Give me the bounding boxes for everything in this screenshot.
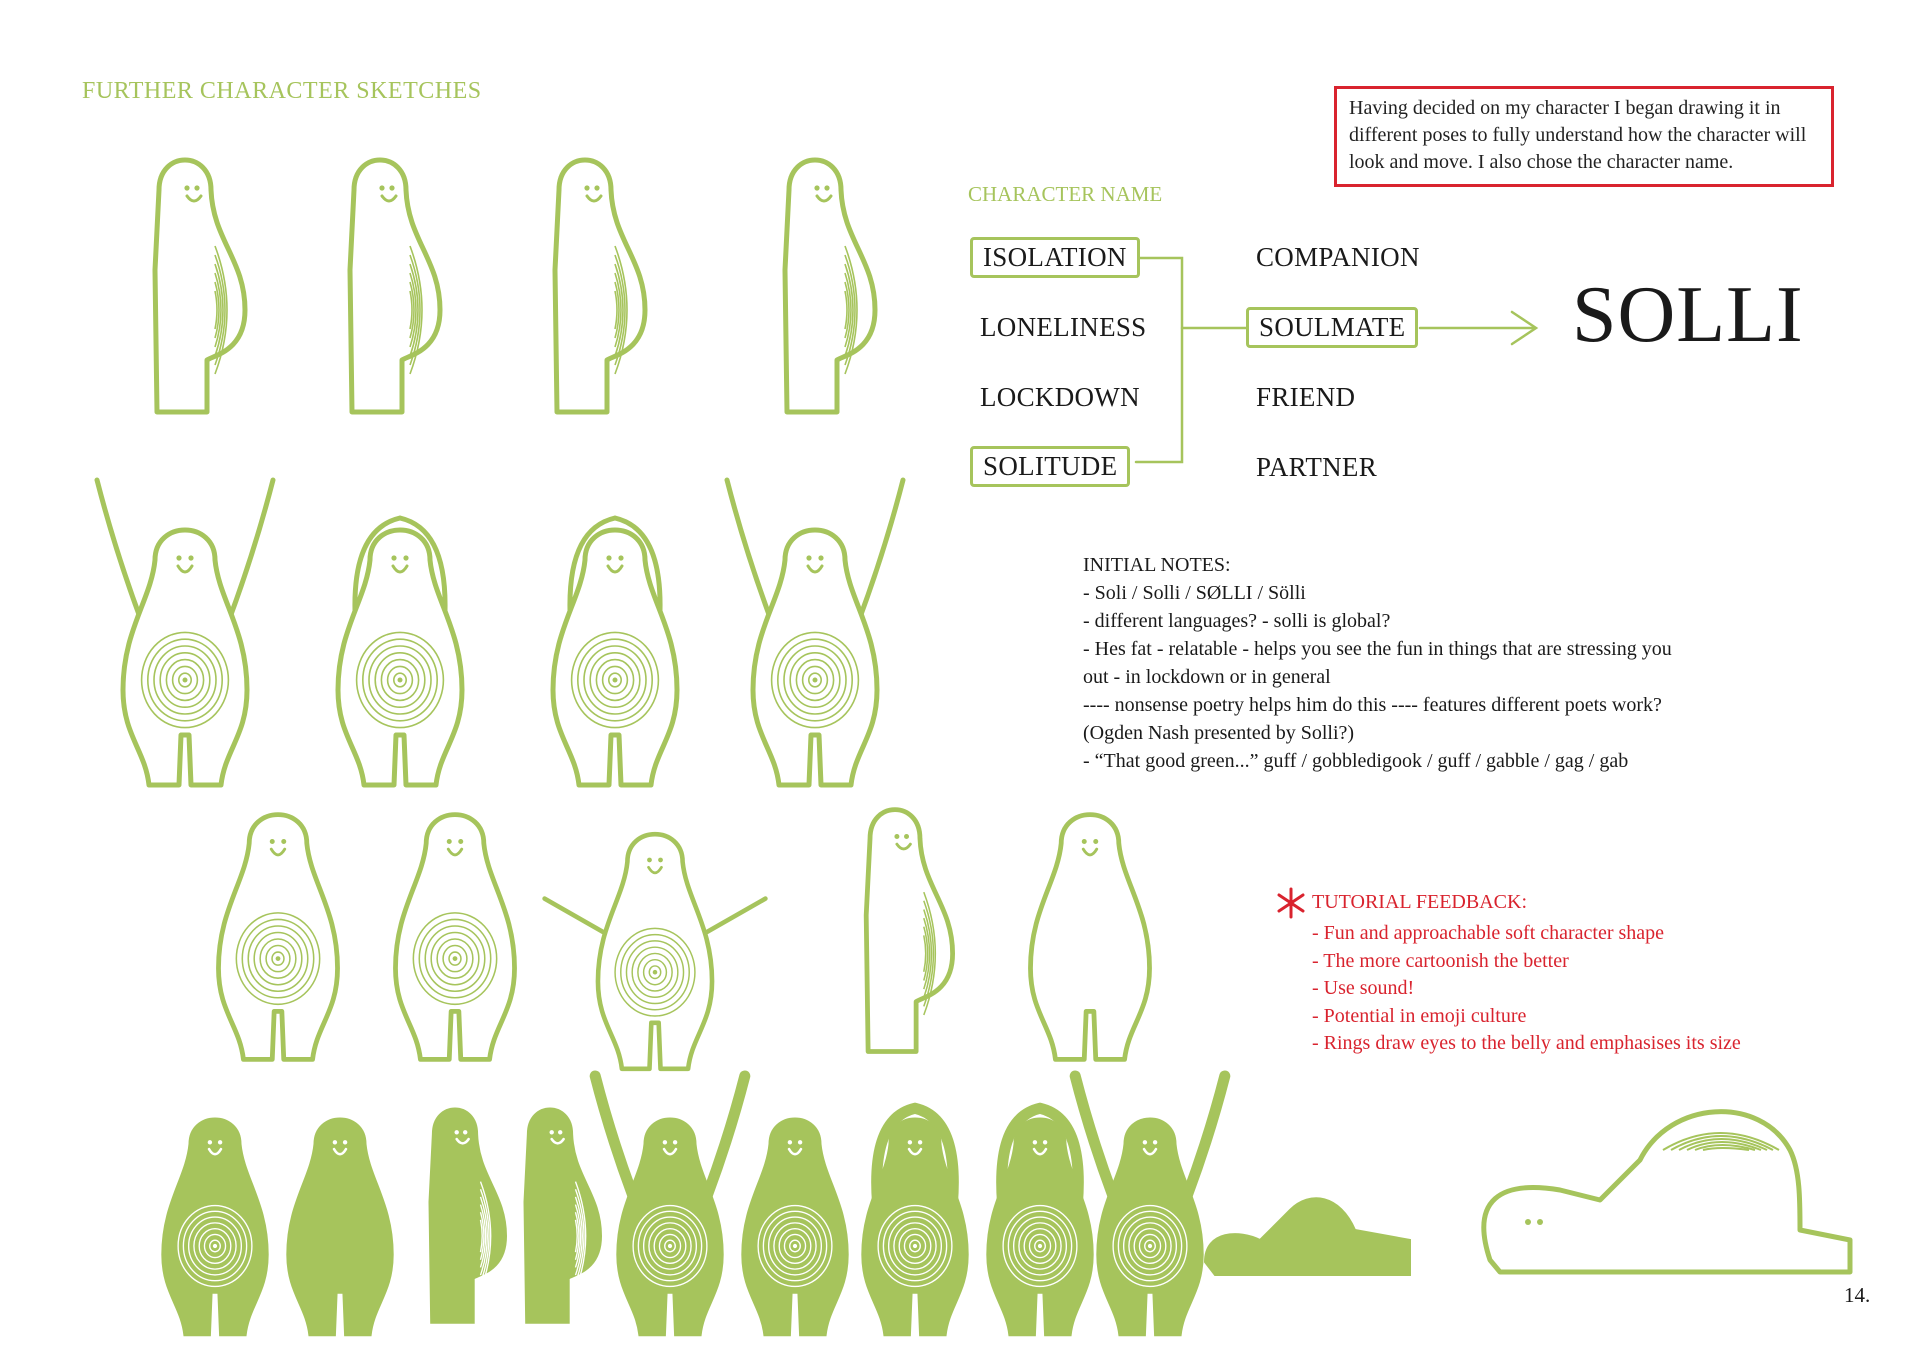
eye <box>1537 1219 1543 1225</box>
eye <box>818 555 823 560</box>
arm <box>859 480 903 620</box>
arm <box>595 1076 632 1195</box>
eye <box>663 1140 667 1144</box>
body <box>1097 1119 1202 1336</box>
belly-button <box>398 678 403 683</box>
word-partner: PARTNER <box>1256 452 1378 482</box>
eye <box>1093 839 1098 844</box>
character-name-heading: CHARACTER NAME <box>968 182 1163 206</box>
eye <box>176 555 181 560</box>
notes-line: - different languages? - solli is global? <box>1083 610 1391 632</box>
solli-character-side <box>785 160 875 412</box>
solli-character-side <box>155 160 245 412</box>
feedback-item: - Potential in emoji culture <box>1312 1004 1527 1027</box>
body <box>1030 815 1149 1060</box>
body <box>1205 1198 1410 1275</box>
eye <box>1153 1140 1157 1144</box>
eye <box>618 555 623 560</box>
eye <box>389 185 394 190</box>
solli-character <box>338 518 462 785</box>
solli-character-side <box>350 160 440 412</box>
solli-character <box>595 1076 745 1335</box>
word-loneliness: LONELINESS <box>980 312 1147 342</box>
body <box>123 530 247 785</box>
arm <box>1187 1076 1224 1195</box>
solli-character <box>1075 1076 1225 1335</box>
body <box>218 815 337 1060</box>
feedback-item: - Rings draw eyes to the belly and emphasises its size <box>1312 1032 1741 1054</box>
belly-button <box>1038 1244 1042 1248</box>
eye <box>1043 1140 1047 1144</box>
eye <box>673 1140 677 1144</box>
eye <box>194 185 199 190</box>
eye <box>918 1140 922 1144</box>
eye <box>458 839 463 844</box>
body <box>617 1119 722 1336</box>
belly-button <box>913 1244 917 1248</box>
eye <box>391 555 396 560</box>
solli-character-side <box>866 810 952 1052</box>
belly-button <box>213 1244 217 1248</box>
notes-line: INITIAL NOTES: <box>1083 554 1231 576</box>
page-title: FURTHER CHARACTER SKETCHES <box>82 78 482 104</box>
eye <box>658 858 663 863</box>
eye <box>188 555 193 560</box>
arm <box>727 480 771 620</box>
word-isolation: ISOLATION <box>970 237 1140 278</box>
final-character-name: SOLLI <box>1572 271 1804 359</box>
eye <box>606 555 611 560</box>
word-friend: FRIEND <box>1256 382 1356 412</box>
notes-line: out - in lockdown or in general <box>1083 666 1331 688</box>
solli-character <box>287 1119 392 1336</box>
intro-text-box: Having decided on my character I began drawing it in different poses to fully understand how the character will look and move. I also chose the character name. <box>1334 86 1834 187</box>
notes-line: - Hes fat - relatable - helps you see the fun in things that are stressing you <box>1083 638 1672 660</box>
eye <box>549 1130 553 1134</box>
solli-character-side <box>555 160 645 412</box>
eye <box>379 185 384 190</box>
eye <box>184 185 189 190</box>
solli-character <box>727 480 903 785</box>
eye <box>594 185 599 190</box>
eye <box>1033 1140 1037 1144</box>
body <box>1484 1112 1850 1272</box>
solli-character <box>742 1119 847 1336</box>
eye <box>463 1130 467 1134</box>
eye <box>558 1130 562 1134</box>
body <box>395 815 514 1060</box>
solli-character-side <box>525 1109 602 1323</box>
eye <box>584 185 589 190</box>
belly-button <box>276 956 281 961</box>
eye <box>454 1130 458 1134</box>
body <box>742 1119 847 1336</box>
notes-line: ---- nonsense poetry helps him do this ---- features different poets work? <box>1083 694 1662 716</box>
eye <box>788 1140 792 1144</box>
solli-character <box>1030 815 1149 1060</box>
solli-character <box>162 1119 267 1336</box>
feedback-item: - Use sound! <box>1312 977 1415 999</box>
belly-button <box>1148 1244 1152 1248</box>
eye <box>894 834 899 839</box>
arm <box>97 480 141 620</box>
eye <box>270 839 275 844</box>
solli-character <box>987 1108 1092 1335</box>
belly-button <box>668 1244 672 1248</box>
body <box>162 1119 267 1336</box>
eye <box>218 1140 222 1144</box>
belly-button <box>613 678 618 683</box>
eye <box>403 555 408 560</box>
feedback-item: - The more cartoonish the better <box>1312 949 1569 972</box>
word-companion: COMPANION <box>1256 242 1420 272</box>
eye <box>281 839 286 844</box>
belly-button <box>183 678 188 683</box>
eye <box>1525 1219 1531 1225</box>
feedback-title: TUTORIAL FEEDBACK: <box>1312 891 1527 914</box>
solli-character <box>218 815 337 1060</box>
eye <box>908 1140 912 1144</box>
solli-lying-large <box>1484 1112 1850 1272</box>
arm <box>229 480 273 620</box>
body <box>753 530 877 785</box>
word-solitude: SOLITUDE <box>970 446 1130 487</box>
eye <box>814 185 819 190</box>
eye <box>343 1140 347 1144</box>
belly-button <box>653 970 658 975</box>
solli-character <box>395 815 514 1060</box>
eye <box>208 1140 212 1144</box>
eye <box>1082 839 1087 844</box>
page-number: 14. <box>1844 1283 1871 1307</box>
arm <box>701 899 765 936</box>
notes-line: - Soli / Solli / SØLLI / Sölli <box>1083 582 1306 604</box>
arm <box>545 899 609 936</box>
eye <box>904 834 909 839</box>
feedback-item: - Fun and approachable soft character shape <box>1312 922 1665 944</box>
eye <box>333 1140 337 1144</box>
belly-button <box>793 1244 797 1248</box>
solli-character <box>862 1108 967 1335</box>
body <box>598 834 712 1069</box>
word-lockdown: LOCKDOWN <box>980 382 1140 412</box>
eye <box>806 555 811 560</box>
arm <box>707 1076 744 1195</box>
eye <box>1143 1140 1147 1144</box>
eye <box>798 1140 802 1144</box>
belly-button <box>813 678 818 683</box>
eye <box>447 839 452 844</box>
notes-line: (Ogden Nash presented by Solli?) <box>1083 722 1355 744</box>
solli-character <box>545 834 766 1069</box>
notes-line: - “That good green...” guff / gobbledigook / guff / gabble / gag / gab <box>1083 750 1629 772</box>
solli-character <box>97 480 273 785</box>
belly-button <box>453 956 458 961</box>
solli-lying-small <box>1205 1198 1410 1275</box>
solli-character-side <box>430 1109 507 1323</box>
eye <box>824 185 829 190</box>
body <box>287 1119 392 1336</box>
word-soulmate: SOULMATE <box>1246 307 1418 348</box>
eye <box>647 858 652 863</box>
solli-character <box>553 518 677 785</box>
